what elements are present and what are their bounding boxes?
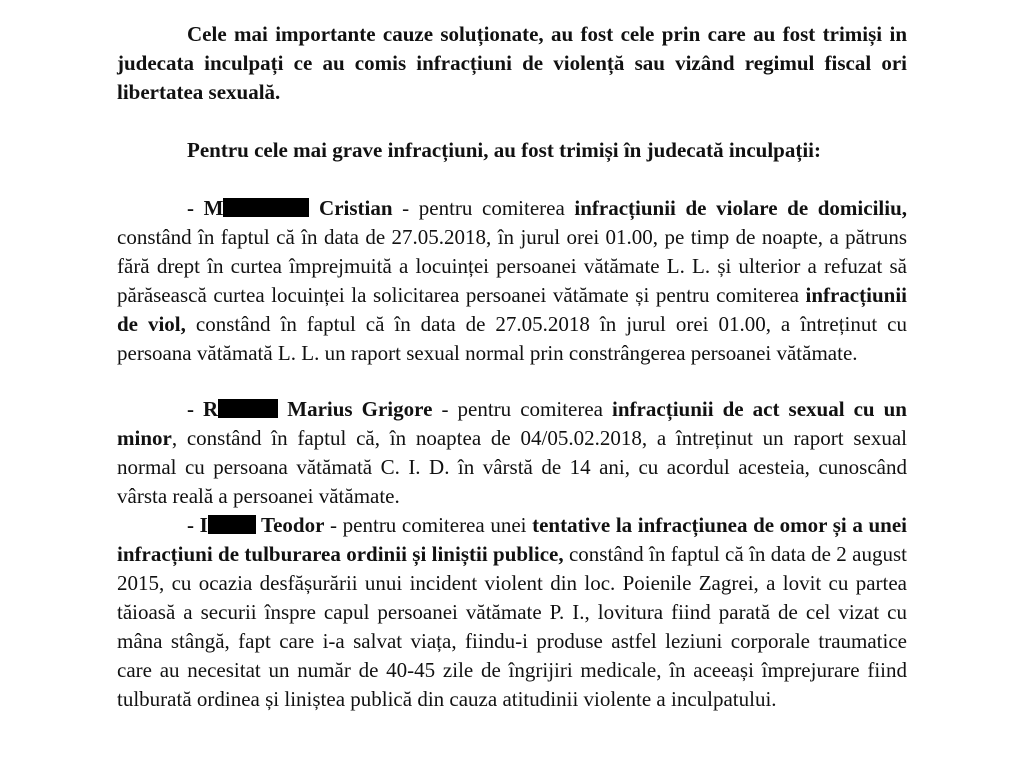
redaction-bar bbox=[208, 515, 256, 534]
defendant-initial: I bbox=[199, 513, 208, 537]
offense-name: infracțiunii de violare de domiciliu, bbox=[574, 196, 908, 220]
case-text: - pentru comiterea bbox=[432, 397, 613, 421]
case-text: constând în faptul că în data de 2 august 2015, cu ocazia desfășurării unui incident violent din loc. Poienile Zagrei, a lovit cu partea tăioasă a securii înspre capul persoanei vătămate P. I., lovitura fiind parată de cel vizat cu mâna stângă, fapt care i-a salvat viața, fiindu-i produse astfel leziuni corporale traumatice care au necesitat un număr de 40-45 zile de îngrijiri medicale, în aceeași împrejurare fiind tulburată ordinea și liniștea publică din cauza atitudinii violente a inculpatului. bbox=[117, 542, 907, 711]
defendant-name: Marius Grigore bbox=[278, 397, 433, 421]
intro-paragraph bbox=[117, 20, 907, 107]
case-dash: - bbox=[187, 397, 204, 421]
defendant-name: Teodor bbox=[255, 513, 325, 537]
case-text: - pentru comiterea unei bbox=[324, 513, 533, 537]
offense-name: infracțiunii de viol, bbox=[117, 283, 907, 336]
redaction-bar bbox=[223, 198, 309, 217]
case-dash: - bbox=[187, 196, 204, 220]
lead-paragraph bbox=[117, 136, 907, 165]
case-text: constând în faptul că în data de 27.05.2018, în jurul orei 01.00, pe timp de noapte, a pătruns fără drept în curtea împrejmuită a locuinței persoanei vătămate L. L. și ulterior a refuzat să părăsească curtea locuinței la solicitarea persoanei vătămate și pentru comiterea bbox=[117, 225, 907, 307]
case-text: - pentru comiterea bbox=[392, 196, 575, 220]
intro-text: Cele mai importante cauze soluționate, au fost cele prin care au fost trimiși in judecata inculpați ce au comis infracțiuni de violență sau vizând regimul fiscal ori libertatea sexuală. bbox=[117, 22, 907, 104]
case-paragraph-1 bbox=[117, 194, 907, 368]
defendant-name: Cristian bbox=[309, 196, 393, 220]
lead-text: Pentru cele mai grave infracțiuni, au fost trimiși în judecată inculpații: bbox=[187, 138, 822, 162]
case-dash: - bbox=[187, 513, 200, 537]
spacer bbox=[117, 165, 907, 194]
redaction-bar bbox=[218, 399, 278, 418]
case-text: , constând în faptul că, în noaptea de 04/05.02.2018, a întreținut un raport sexual normal cu persoana vătămată C. I. D. în vârstă de 14 ani, cu acordul acesteia, cunoscând vârsta reală a persoanei vătămate. bbox=[117, 426, 907, 508]
offense-name: infracțiunii de act sexual cu un minor bbox=[117, 397, 907, 450]
offense-name: tentative la infracțiunea de omor și a unei infracțiuni de tulburarea ordinii și liniștii publice, bbox=[117, 513, 907, 566]
spacer bbox=[117, 368, 907, 395]
case-paragraph-3 bbox=[117, 511, 907, 714]
document-page bbox=[117, 20, 907, 714]
spacer bbox=[117, 107, 907, 136]
defendant-initial: R bbox=[203, 397, 219, 421]
case-text: constând în faptul că în data de 27.05.2018 în jurul orei 01.00, a întreținut cu persoana vătămată L. L. un raport sexual normal prin constrângerea persoanei vătămate. bbox=[117, 312, 908, 365]
case-paragraph-2 bbox=[117, 395, 907, 511]
defendant-initial: M bbox=[203, 196, 224, 220]
